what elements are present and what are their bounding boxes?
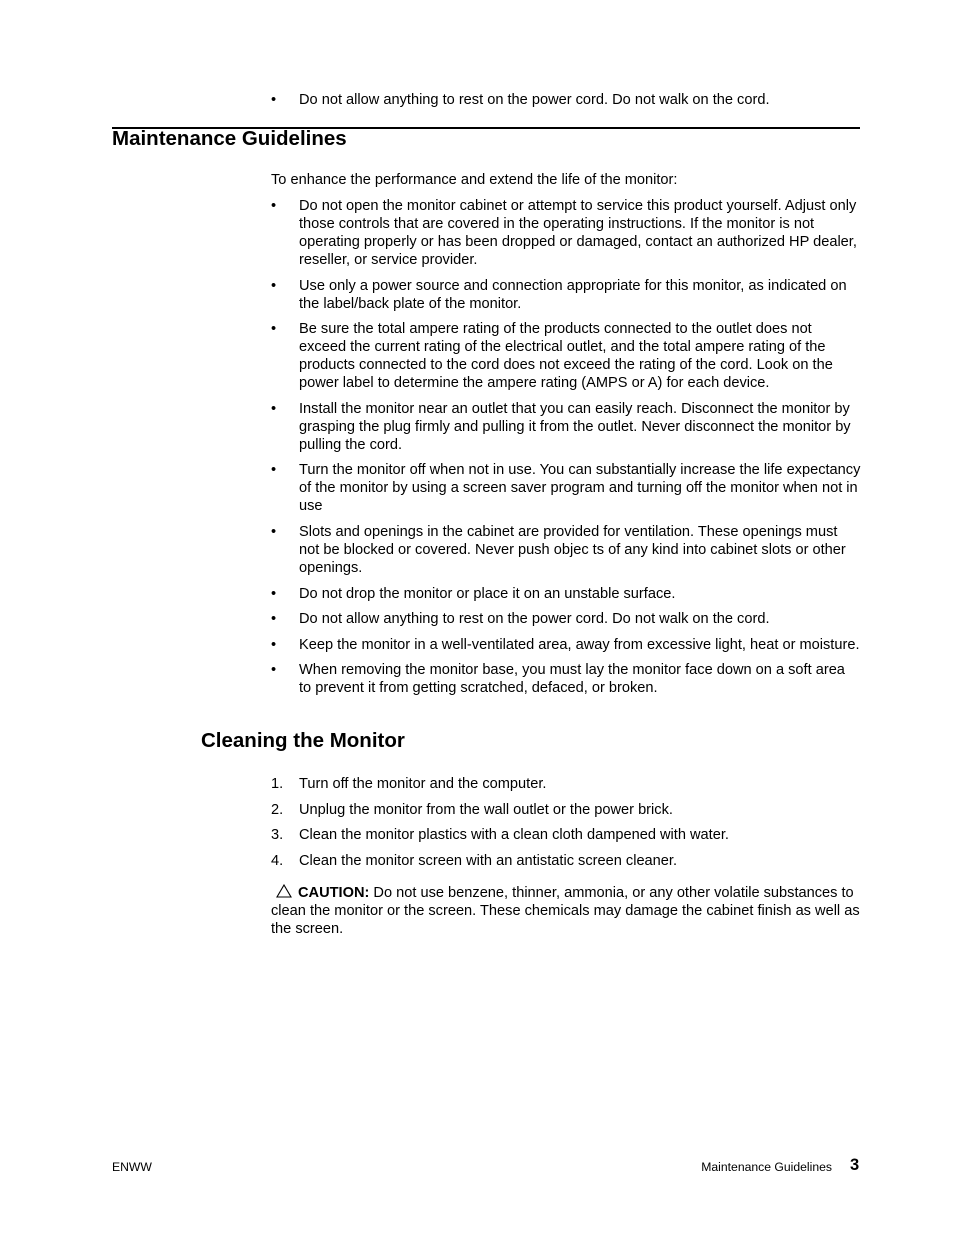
list-item-text: Keep the monitor in a well-ventilated area, away from excessive light, heat or moisture. [299, 636, 860, 653]
bullet-mark: • [271, 462, 277, 479]
caution-label: CAUTION: [298, 885, 370, 901]
cleaning-steps-list [271, 775, 861, 877]
list-item-text: Do not allow anything to rest on the power cord. Do not walk on the cord. [299, 611, 770, 628]
list-item [271, 610, 861, 628]
list-item [271, 585, 861, 603]
list-item-text: Use only a power source and connection appropriate for this monitor, as indicated on the label/back plate of the monitor. [299, 277, 847, 312]
list-item-text: Install the monitor near an outlet that you can easily reach. Disconnect the monitor by grasping the plug firmly and pulling it from the outlet. Never disconnect the monitor by pulling the cord. [299, 400, 851, 453]
step-item [271, 775, 861, 793]
bullet-mark: • [271, 321, 277, 338]
guidelines-list [271, 197, 861, 705]
bullet-mark: • [271, 611, 277, 628]
step-item [271, 826, 861, 844]
bullet-mark: • [271, 585, 277, 602]
bullet-mark: • [271, 277, 277, 294]
bullet-mark: • [271, 92, 277, 108]
step-item [271, 852, 861, 870]
bullet-mark: • [271, 636, 277, 653]
bullet-mark: • [271, 198, 277, 214]
bullet-mark: • [271, 400, 277, 417]
bullet-mark: • [271, 662, 277, 679]
list-item-text: Slots and openings in the cabinet are provided for ventilation. These openings must not be blocked or covered. Never push objec ts of any kind into cabinet slots or other openings. [299, 523, 846, 576]
subsection-title: Cleaning the Monitor [201, 729, 405, 752]
list-item [271, 320, 861, 392]
step-text: Clean the monitor plastics with a clean cloth dampened with water. [299, 827, 729, 844]
list-item [271, 523, 861, 577]
page-number: 3 [850, 1156, 860, 1174]
list-item [271, 661, 861, 697]
list-item-text: Do not open the monitor cabinet or attempt to service this product yourself. Adjust only those controls that are covered in the operating instructions. If the monitor is not operating properly or has been dropped or damaged, contact an authorized HP dealer, reseller, or service provider. [299, 198, 857, 268]
bullet-mark: • [271, 523, 277, 540]
list-item [271, 277, 861, 313]
footer-section-title: Maintenance Guidelines [701, 1160, 832, 1174]
list-item-text: When removing the monitor base, you must lay the monitor face down on a soft area to prevent it from getting scratched, defaced, or broken. [299, 662, 845, 697]
list-item [271, 197, 861, 269]
list-item [271, 400, 861, 454]
step-number: 2. [271, 801, 284, 818]
step-number: 4. [271, 852, 284, 869]
section-title: Maintenance Guidelines [112, 127, 347, 150]
list-item-text: Be sure the total ampere rating of the products connected to the outlet does not exceed the current rating of the electrical outlet, and the total ampere rating of the products connected to the cord does not exceed the rating of the cord. Look on the power label to determine the ampere rating (AMPS or A) for each device. [299, 321, 833, 392]
list-item-text: Turn the monitor off when not in use. You can substantially increase the life expectancy of the monitor by using a screen saver program and turning off the monitor when not in use [299, 462, 861, 515]
warning-triangle-icon [276, 884, 292, 898]
step-text: Unplug the monitor from the wall outlet or the power brick. [299, 801, 673, 818]
step-number: 3. [271, 827, 284, 844]
step-text: Turn off the monitor and the computer. [299, 776, 547, 792]
caution-text: Do not use benzene, thinner, ammonia, or any other volatile substances to clean the monitor or the screen. These chemicals may damage the cabinet finish as well as the screen. [271, 885, 860, 937]
footer-doc-code: ENWW [112, 1160, 152, 1174]
step-number: 1. [271, 776, 284, 792]
caution-note [271, 884, 861, 938]
step-text: Clean the monitor screen with an antistatic screen cleaner. [299, 852, 678, 869]
intro-text: To enhance the performance and extend the life of the monitor: [271, 172, 678, 188]
step-item [271, 801, 861, 819]
list-item [271, 636, 861, 654]
list-item-text: Do not drop the monitor or place it on an unstable surface. [299, 585, 676, 602]
bullet-text: Do not allow anything to rest on the power cord. Do not walk on the cord. [299, 92, 770, 108]
list-item [271, 461, 861, 515]
top-bullet-item [271, 91, 889, 109]
